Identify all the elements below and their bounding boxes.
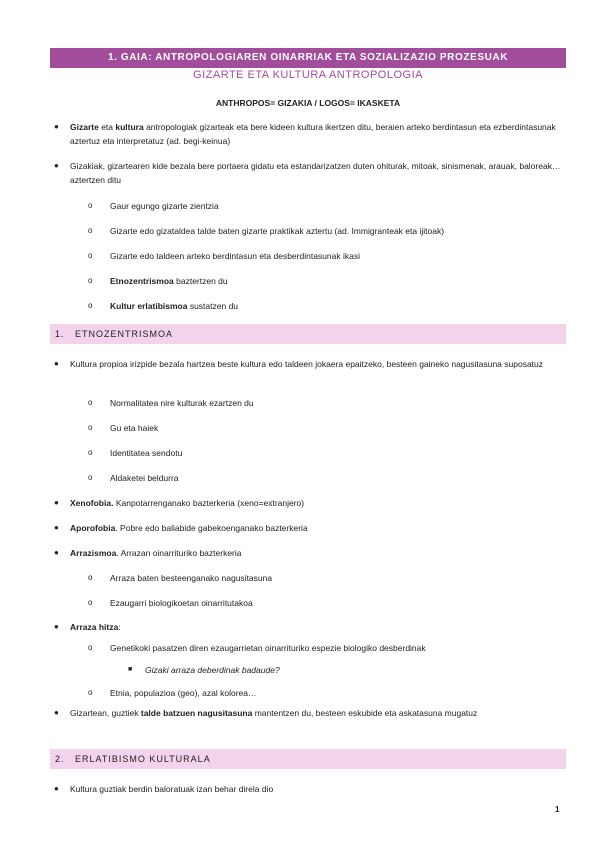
document-page: 1. GAIA: ANTROPOLOGIAREN OINARRIAK ETA SOZIALIZAZIO PROZESUAK GIZARTE ETA KULTURA ANTROPOLOGIA ANTHROPOS= GIZAKIA / LOGOS= IKASKETA ● Gizarte eta kultura antropologiak gizarteak eta bere kideen kultura ikertzen ditu, beraien arteko berdintasun eta ezberdintasunak aztertuz eta interpretatuz (ad. begi-keinua) ● Gizakiak, gizartearen kide bezala bere portaera gidatu eta estandarizatzen duten ohiturak, mitoak, sinismenak, arauak, baloreak… aztertzen ditu o Gaur egungo gizarte zientzia o Gizarte edo gizataldea talde baten gizarte praktikak aztertu (ad. Immigranteak eta ijitoak) o Gizarte edo taldeen arteko berdintasun eta desberdintasunak ikasi o Etnozentrismoa baztertzen du o Kultur erlatibismoa sustatzen du 1. ETNOZENTRISMOA ● Kultura propioa irizpide bezala hartzea beste kultura edo taldeen jokaera epaitzeko, besteen gaineko nagusitasuna suposatuz o Normalitatea nire kulturak ezartzen du o Gu eta haiek o Identitatea sendotu o Aldaketei beldurra ● Xenofobia. Kanpotarrenganako bazterkeria (xeno=extranjero) ● Aporofobia. Pobre edo baliabide gabekoenganako bazterkeria ● Arrazismoa. Arrazan oinarrituriko bazterkeria o Arraza baten besteenganako nagusitasuna o Ezaugarri biologikoetan oinarritutakoa ● Arraza hitza: o Genetikoki pasatzen diren ezaugarrietan oinarrituriko espezie biologiko desberdinak ■ Gizaki arraza deberdinak badaude? o Etnia, populazioa (geo), azal kolorea… ● Gizartean, guztiek talde batzuen nagusitasuna mantentzen du, besteen eskubide eta askatasuna mugatuz 2. ERLATIBISMO KULTURALA ● Kultura guztiak berdin baloratuak izan behar direla dio 1 — [0, 0, 599, 848]
circle-bullet-icon: o — [88, 251, 93, 260]
bullet-icon: ● — [54, 161, 59, 170]
bullet-icon: ● — [54, 359, 59, 368]
circle-bullet-icon: o — [88, 276, 93, 285]
chapter-subtitle: GIZARTE ETA KULTURA ANTROPOLOGIA — [193, 69, 423, 81]
bold-term: Arraza hitza — [70, 622, 119, 632]
bold-term: Aporofobia — [70, 523, 116, 533]
bullet-icon: ● — [54, 708, 59, 717]
circle-bullet-icon: o — [88, 598, 93, 607]
page-number: 1 — [555, 805, 560, 814]
circle-bullet-icon: o — [88, 301, 93, 310]
circle-bullet-icon: o — [88, 688, 93, 697]
bold-term: Etnozentrismoa — [110, 276, 174, 286]
etymology-line: ANTHROPOS= GIZAKIA / LOGOS= IKASKETA — [215, 98, 401, 108]
bullet-icon: ● — [54, 498, 59, 507]
chapter-title-bar — [50, 48, 566, 68]
bold-term: talde batzuen nagusitasuna — [140, 708, 253, 718]
circle-bullet-icon: o — [88, 448, 93, 457]
bold-term: Xenofobia. — [70, 498, 114, 508]
circle-bullet-icon: o — [88, 226, 93, 235]
section-title: ETNOZENTRISMOA — [75, 329, 174, 339]
section-heading — [50, 324, 566, 344]
circle-bullet-icon: o — [88, 423, 93, 432]
bullet-icon: ● — [54, 122, 59, 131]
bullet-icon: ● — [54, 548, 59, 557]
circle-bullet-icon: o — [88, 473, 93, 482]
bullet-icon: ● — [54, 523, 59, 532]
bold-term: Gizarte — [70, 122, 99, 132]
circle-bullet-icon: o — [88, 398, 93, 407]
section-title: ERLATIBISMO KULTURALA — [75, 754, 211, 764]
circle-bullet-icon: o — [88, 643, 93, 652]
bullet-icon: ● — [54, 784, 59, 793]
bullet-icon: ● — [54, 622, 59, 631]
section-number: 2. — [55, 754, 65, 764]
section-number: 1. — [55, 329, 65, 339]
chapter-title: 1. GAIA: ANTROPOLOGIAREN OINARRIAK ETA SOZIALIZAZIO PROZESUAK — [107, 52, 509, 63]
circle-bullet-icon: o — [88, 201, 93, 210]
section-heading — [50, 749, 566, 769]
bold-term: Arrazismoa — [70, 548, 117, 558]
square-bullet-icon: ■ — [128, 666, 133, 673]
bold-term: kultura — [115, 122, 144, 132]
bold-term: Kultur erlatibismoa — [110, 301, 188, 311]
circle-bullet-icon: o — [88, 573, 93, 582]
